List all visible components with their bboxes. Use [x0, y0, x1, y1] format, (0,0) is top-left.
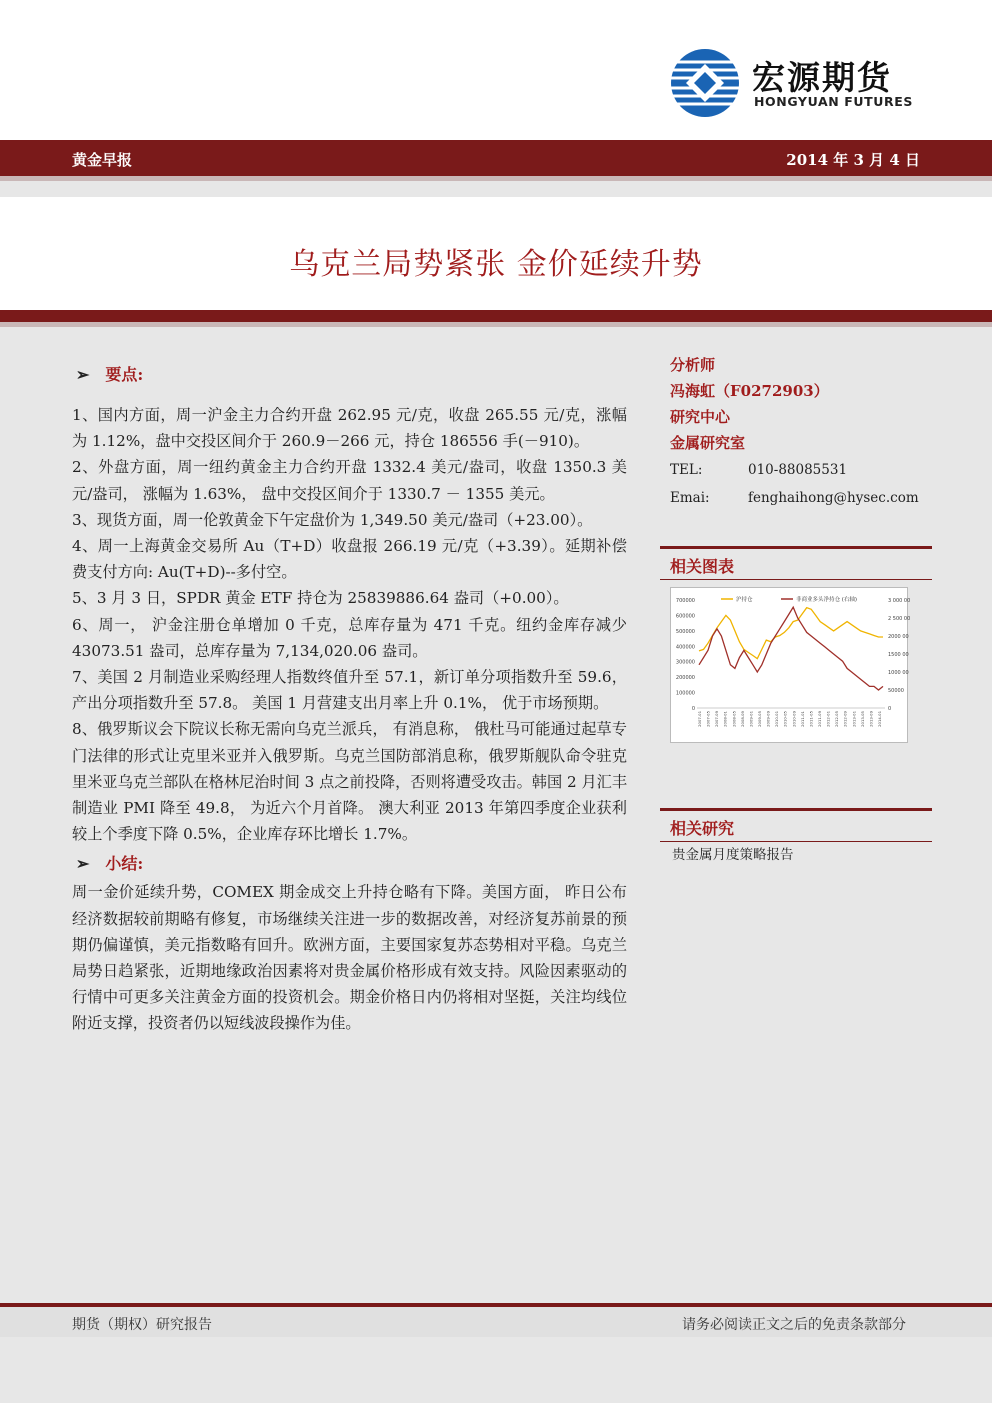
x-tick-label: 2009-01 [748, 711, 754, 727]
summary-heading: ➢ 小结: [76, 854, 144, 874]
x-tick-label: 2008-09 [739, 711, 745, 727]
email-label: Emai: [670, 490, 710, 506]
y-tick-label: 0 [691, 706, 695, 712]
x-tick-label: 2010-09 [791, 711, 797, 727]
title-box [0, 197, 992, 310]
x-tick-label: 2012-09 [842, 711, 848, 727]
x-tick-label: 2011-01 [799, 711, 805, 727]
tel-label: TEL: [670, 462, 703, 478]
report-date: 2014 年 3 月 4 日 [786, 151, 920, 169]
position-chart [670, 587, 911, 743]
footer-left: 期货（期权）研究报告 [72, 1317, 212, 1333]
y-tick-label: 300000 [675, 659, 695, 666]
arrow-icon: ➢ [76, 365, 90, 384]
y-tick-label: 50000 [888, 688, 904, 694]
arrow-icon: ➢ [76, 854, 90, 874]
logo-chinese-name: 宏源期货 [752, 58, 892, 97]
list-item: 4、周一上海黄金交易所 Au（T+D）收盘报 266.19 元/克（+3.39）。延期补偿费支付方向: Au(T+D)--多付空。 [72, 537, 627, 582]
x-tick-label: 2007-01 [697, 711, 702, 727]
y-tick-label: 3 000 00 [888, 598, 911, 604]
list-item: 7、美国 2 月制造业采购经理人指数终值升至 57.1，新订单分项指数升至 59.6， 产出分项指数升至 57.8。 美国 1 月营建支出月率上升 0.1%， 优于市场预期。 [72, 668, 627, 713]
y-tick-label: 1000 00 [888, 670, 909, 676]
page-title: 乌克兰局势紧张 金价延续升势 [289, 247, 703, 282]
logo-english-name: HONGYUAN FUTURES [754, 94, 913, 109]
x-tick-label: 2010-05 [782, 711, 788, 727]
x-tick-label: 2011-05 [808, 711, 814, 727]
research-center: 研究中心 [670, 408, 731, 426]
x-tick-label: 2013-01 [851, 711, 857, 727]
x-tick-label: 2007-09 [714, 711, 720, 727]
x-tick-label: 2013-09 [868, 711, 874, 727]
email-value[interactable]: fenghaihong@hysec.com [748, 490, 919, 506]
y-tick-label: 1500 00 [888, 652, 909, 658]
key-points-heading: ➢ 要点: [76, 365, 144, 384]
y-tick-label: 600000 [675, 613, 695, 620]
x-tick-label: 2008-05 [731, 711, 737, 727]
related-charts-heading: 相关图表 [670, 557, 735, 576]
list-item: 3、现货方面，周一伦敦黄金下午定盘价为 1,349.50 美元/盎司（+23.00）。 [72, 510, 593, 529]
legend-label: 沪持仓 [736, 597, 753, 603]
related-charts-header [660, 546, 932, 580]
hongyuan-logo-icon [670, 48, 740, 118]
page-footer [0, 1303, 992, 1337]
y-tick-label: 400000 [675, 644, 695, 651]
summary-text: 周一金价延续升势，COMEX 期金成交上升持仓略有下降。美国方面， 昨日公布经济数据较前期略有修复，市场继续关注进一步的数据改善，对经济复苏前景的预期仍偏谨慎，美元指数略有回升。欧洲方面，主要国家复苏态势相对平稳。乌克兰局势日趋紧张，近期地缘政治因素将对贵金属价格形成有效支持。风险因素驱动的行情中可更多关注黄金方面的投资机会。期金价格日内仍将相对坚挺，关注均线位附近支撑，投资者仍以短线波段操作为佳。 [72, 883, 627, 1033]
analyst-name: 冯海虹（F0272903） [670, 382, 829, 400]
y-tick-label: 100000 [675, 690, 695, 697]
list-item: 8、俄罗斯议会下院议长称无需向乌克兰派兵， 有消息称， 俄杜马可能通过起草专门法律的形式让克里米亚并入俄罗斯。乌克兰国防部消息称，俄罗斯舰队命令驻克里米亚乌克兰部队在格林尼治时间 3 点之前投降，否则将遭受攻击。韩国 2 月汇丰制造业 PMI 降至 49.8， 为近六个月首降。 澳大利亚 2013 年第四季度企业获利较上个季度下降 0.5%，企业库存环比增长 1.7%。 [72, 720, 628, 844]
main-content [72, 360, 627, 1037]
report-type-bar [0, 140, 992, 176]
x-tick-label: 2008-01 [722, 711, 728, 727]
y-tick-label: 500000 [675, 628, 695, 635]
x-tick-label: 2009-05 [757, 711, 762, 727]
sidebar [670, 352, 932, 512]
x-tick-label: 2009-09 [765, 711, 771, 727]
chart-svg [671, 588, 911, 742]
divider [0, 322, 992, 327]
x-tick-label: 2014-01 [877, 711, 882, 727]
related-research-item[interactable]: 贵金属月度策略报告 [672, 847, 794, 863]
x-tick-label: 2011-09 [817, 711, 822, 727]
x-tick-label: 2012-01 [825, 711, 831, 727]
y-tick-label: 0 [888, 706, 892, 712]
y-tick-label: 2000 00 [888, 634, 909, 640]
email-row [670, 484, 932, 512]
department: 金属研究室 [670, 434, 746, 452]
x-tick-label: 2012-05 [834, 711, 840, 727]
divider [0, 310, 992, 322]
x-tick-label: 2007-05 [705, 711, 711, 727]
tel-row [670, 456, 932, 484]
page-header [0, 0, 992, 140]
analyst-label: 分析师 [670, 356, 716, 374]
legend-label: 非商业多头净持仓 (右轴) [796, 597, 858, 603]
y-tick-label: 700000 [675, 598, 695, 604]
list-item: 2、外盘方面，周一纽约黄金主力合约开盘 1332.4 美元/盎司，收盘 1350.3 美元/盎司， 涨幅为 1.63%， 盘中交投区间介于 1330.7 － 1355 美元。 [72, 458, 627, 503]
list-item: 1、国内方面，周一沪金主力合约开盘 262.95 元/克，收盘 265.55 元/克，涨幅为 1.12%，盘中交投区间介于 260.9－266 元，持仓 186556 手(－910)。 [72, 406, 627, 451]
company-logo [670, 48, 920, 118]
report-type: 黄金早报 [72, 151, 133, 169]
x-tick-label: 2013-05 [859, 711, 865, 727]
y-tick-label: 2 500 00 [888, 616, 911, 622]
series-line [699, 607, 883, 690]
related-research-header [660, 808, 932, 842]
list-item: 6、周一， 沪金注册仓单增加 0 千克，总库存量为 471 千克。纽约金库存减少 43073.51 盎司，总库存量为 7,134,020.06 盎司。 [72, 615, 627, 660]
x-tick-label: 2010-01 [774, 711, 780, 727]
y-tick-label: 200000 [675, 675, 695, 682]
related-research-heading: 相关研究 [670, 819, 735, 838]
footer-right: 请务必阅读正文之后的免责条款部分 [682, 1317, 906, 1333]
tel-value: 010-88085531 [748, 462, 848, 478]
list-item: 5、3 月 3 日，SPDR 黄金 ETF 持仓为 25839886.64 盎司（+0.00）。 [72, 589, 569, 608]
